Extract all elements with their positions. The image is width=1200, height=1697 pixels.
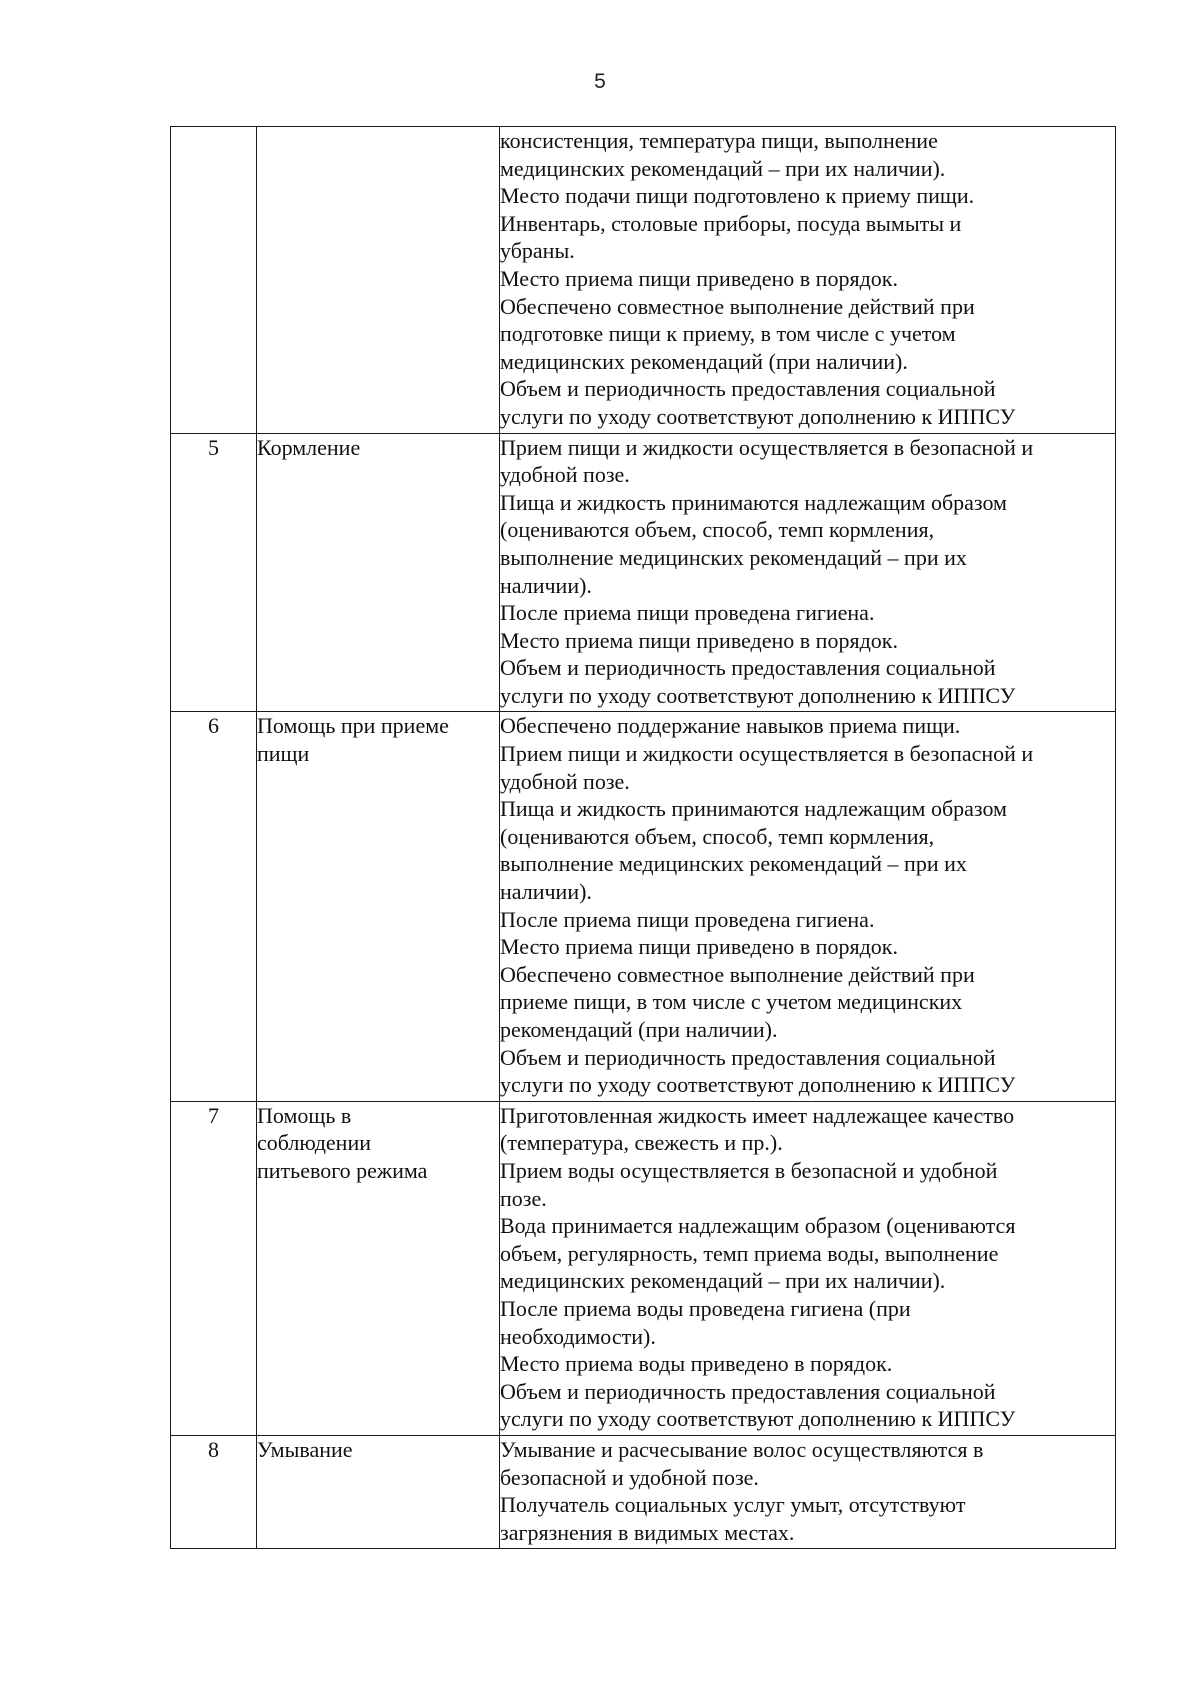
requirement-line: Объем и периодичность предоставления социальной [500,655,996,681]
requirement-line: Место приема пищи приведено в порядок. [500,627,898,653]
requirement-line: наличии). [500,572,592,598]
requirement-line: Получатель социальных услуг умыт, отсутствуют [500,1492,966,1518]
service-name-cell [257,1435,500,1548]
requirements-cell [500,127,1116,434]
row-number-cell: 5 [171,433,257,712]
service-name-cell [257,1101,500,1435]
table-row [171,433,1116,712]
requirement-line: Обеспечено поддержание навыков приема пищи. [500,713,961,739]
service-name-cell [257,127,500,434]
requirement-line: Место приема пищи приведено в порядок. [500,265,898,291]
requirement-line: После приема пищи проведена гигиена. [500,906,875,932]
requirement-line: (температура, свежесть и пр.). [500,1130,783,1156]
requirement-line: удобной позе. [500,462,630,488]
requirement-line: Место приема воды приведено в порядок. [500,1351,893,1377]
service-name-line: Умывание [257,1436,353,1462]
requirement-line: Пища и жидкость принимаются надлежащим образом [500,489,1007,515]
requirement-line: услуги по уходу соответствуют дополнению к ИППСУ [500,1072,1016,1098]
requirement-line: услуги по уходу соответствуют дополнению к ИППСУ [500,1406,1016,1432]
row-number-cell: 8 [171,1435,257,1548]
requirements-cell [500,1435,1116,1548]
requirement-line: Прием пищи и жидкости осуществляется в безопасной и [500,434,1034,460]
requirement-line: Объем и периодичность предоставления социальной [500,1378,996,1404]
table-body [171,127,1116,1549]
requirement-line: позе. [500,1185,547,1211]
table-row [171,1435,1116,1548]
requirements-cell [500,433,1116,712]
requirement-line: выполнение медицинских рекомендаций – при их [500,851,967,877]
services-table [170,126,1116,1549]
requirement-line: наличии). [500,879,592,905]
requirement-line: Пища и жидкость принимаются надлежащим образом [500,796,1007,822]
requirements-cell [500,712,1116,1101]
requirement-line: Обеспечено совместное выполнение действий при [500,293,975,319]
service-name-line: Помощь в [257,1102,352,1128]
requirement-line: Место приема пищи приведено в порядок. [500,934,898,960]
requirement-line: подготовке пищи к приему, в том числе с учетом [500,321,956,347]
service-name-line: Помощь при приеме [257,713,449,739]
requirement-line: После приема пищи проведена гигиена. [500,600,875,626]
service-name-line: питьевого режима [257,1157,428,1183]
requirement-line: медицинских рекомендаций – при их наличии). [500,155,946,181]
requirement-line: Объем и периодичность предоставления социальной [500,376,996,402]
row-number-cell: 7 [171,1101,257,1435]
page-number: 5 [594,70,606,93]
requirement-line: объем, регулярность, темп приема воды, выполнение [500,1240,999,1266]
row-number-cell [171,127,257,434]
requirement-line: Инвентарь, столовые приборы, посуда вымыты и [500,210,962,236]
requirement-line: удобной позе. [500,768,630,794]
requirement-line: безопасной и удобной позе. [500,1464,759,1490]
table-row [171,1101,1116,1435]
service-name-line: Кормление [257,434,361,460]
requirement-line: консистенция, температура пищи, выполнение [500,128,938,153]
requirement-line: приеме пищи, в том числе с учетом медицинских [500,989,963,1015]
service-name-cell [257,712,500,1101]
requirement-line: услуги по уходу соответствуют дополнению к ИППСУ [500,682,1016,708]
requirement-line: Вода принимается надлежащим образом (оцениваются [500,1213,1016,1239]
requirement-line: Обеспечено совместное выполнение действий при [500,961,975,987]
service-name-cell [257,433,500,712]
requirement-line: После приема воды проведена гигиена (при [500,1295,911,1321]
table-row [171,712,1116,1101]
requirement-line: (оцениваются объем, способ, темп кормления, [500,823,935,849]
requirement-line: необходимости). [500,1323,656,1349]
requirement-line: Умывание и расчесывание волос осуществляются в [500,1436,984,1462]
requirements-cell [500,1101,1116,1435]
requirement-line: медицинских рекомендаций (при наличии). [500,348,908,374]
row-number-cell: 6 [171,712,257,1101]
requirement-line: Место подачи пищи подготовлено к приему пищи. [500,183,975,209]
requirement-line: Прием воды осуществляется в безопасной и удобной [500,1157,998,1183]
requirement-line: Прием пищи и жидкости осуществляется в безопасной и [500,741,1034,767]
requirement-line: загрязнения в видимых местах. [500,1519,795,1545]
table-row [171,127,1116,434]
requirement-line: услуги по уходу соответствуют дополнению к ИППСУ [500,403,1016,429]
requirement-line: убраны. [500,238,575,264]
service-name-line: пищи [257,741,310,767]
requirement-line: (оцениваются объем, способ, темп кормления, [500,517,935,543]
requirement-line: выполнение медицинских рекомендаций – при их [500,544,967,570]
requirement-line: медицинских рекомендаций – при их наличии). [500,1268,946,1294]
requirement-line: Приготовленная жидкость имеет надлежащее качество [500,1102,1015,1128]
service-name-line: соблюдении [257,1130,371,1156]
requirement-line: рекомендаций (при наличии). [500,1017,778,1042]
requirement-line: Объем и периодичность предоставления социальной [500,1044,996,1070]
